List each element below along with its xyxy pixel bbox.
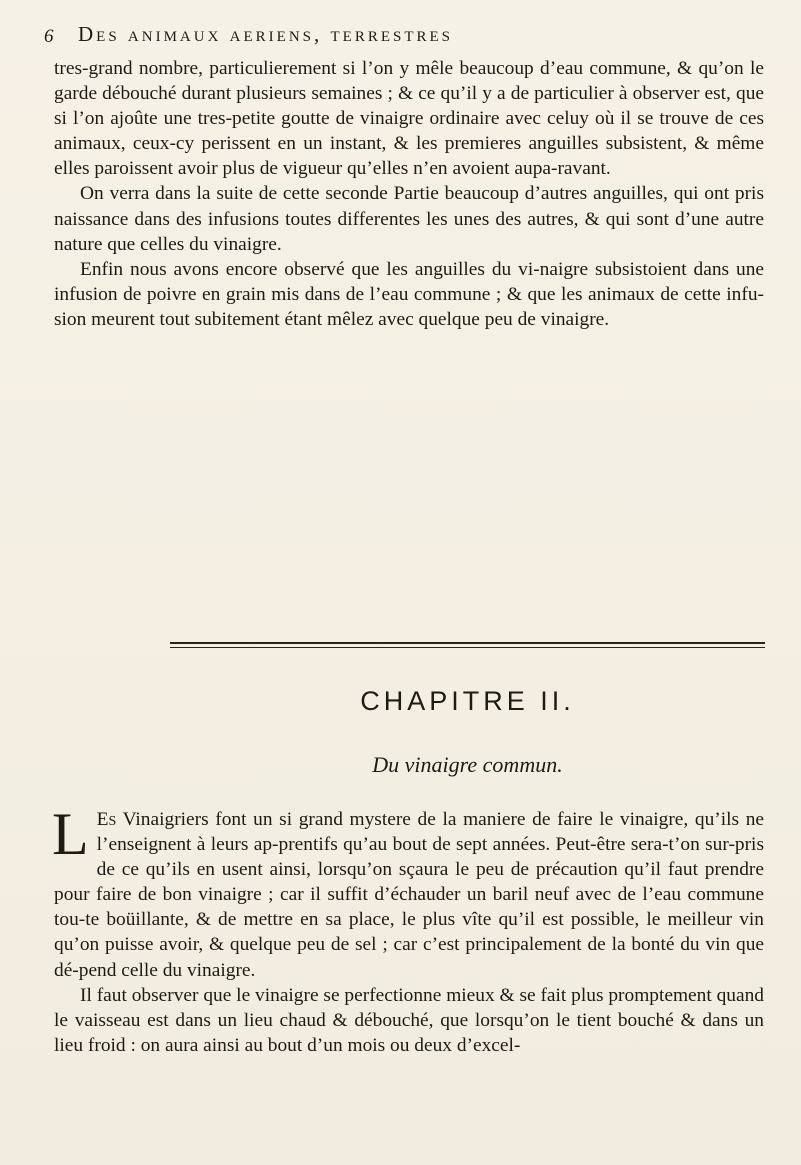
ornamental-rule <box>170 642 765 649</box>
text-block-top <box>54 56 764 332</box>
text-block-chapter <box>52 801 764 1058</box>
paragraph-anguilles: On verra dans la suite de cette seconde Partie beaucoup d’autres anguilles, qui ont pris naissance dans des infusions toutes differentes les unes des autres, & qui sont d’une autre nature que celles du vinaigre. <box>54 183 764 255</box>
drop-cap: L <box>52 801 89 867</box>
paragraph-enfin: Enfin nous avons encore observé que les anguilles du vi-naigre subsistoient dans une infusion de poivre en grain mis dans de l’eau commune ; & que les animaux de cette infu-sion meurent tout subitement étant mêlez avec quelque peu de vinaigre. <box>54 258 764 330</box>
paragraph-vinaigriers-text: Vinaigriers font un si grand mystere de la maniere de faire le vinaigre, qu’ils ne l’enseignent à leurs ap-prentifs qu’au bout de sept années. Peut-être sera-t’on sur-pris de ce qu’ils en usent ainsi, lorsqu’on sçaura le peu de précaution qu’il faut prendre pour faire de bon vinaigre ; car il suffit d’échauder un baril neuf avec de l’eau commune tou-te boüillante, & de mettre en sa place, le plus vîte qu’il est possible, le meilleur vin qu’on puisse avoir, & quelque peu de sel ; car c’est principalement de la bonté du vin que dé-pend celle du vinaigre. <box>54 809 764 981</box>
paragraph-continuation: tres-grand nombre, particulierement si l’on y mêle beaucoup d’eau commune, & qu’on le garde débouché durant plusieurs semaines ; & ce qu’il y a de particulier à observer est, que si l’on ajoûte une tres-petite goutte de vinaigre ordinaire avec celuy où il se trouve de ces animaux, ceux-cy perissent en un instant, & les premieres anguilles subsistent, & même elles paroissent avoir plus de vigueur qu’elles n’en avoient aupa-ravant. <box>54 58 764 180</box>
running-title: Des animaux aeriens, terrestres <box>78 22 454 46</box>
paragraph-vinaigriers <box>52 801 764 983</box>
running-header <box>44 22 764 52</box>
first-word: Es <box>96 809 117 830</box>
chapter-subtitle: Du vinaigre commun. <box>372 752 563 777</box>
chapter-heading: CHAPITRE II. <box>360 686 575 716</box>
paragraph-perfectionne: Il faut observer que le vinaigre se perfectionne mieux & se fait plus promptement quand le vaisseau est dans un lieu chaud & débouché, que lorsqu’on le tient bouché & dans un lieu froid : on aura ainsi au bout d’un mois ou deux d’excel- <box>54 984 764 1056</box>
page-number: 6 <box>44 26 54 47</box>
